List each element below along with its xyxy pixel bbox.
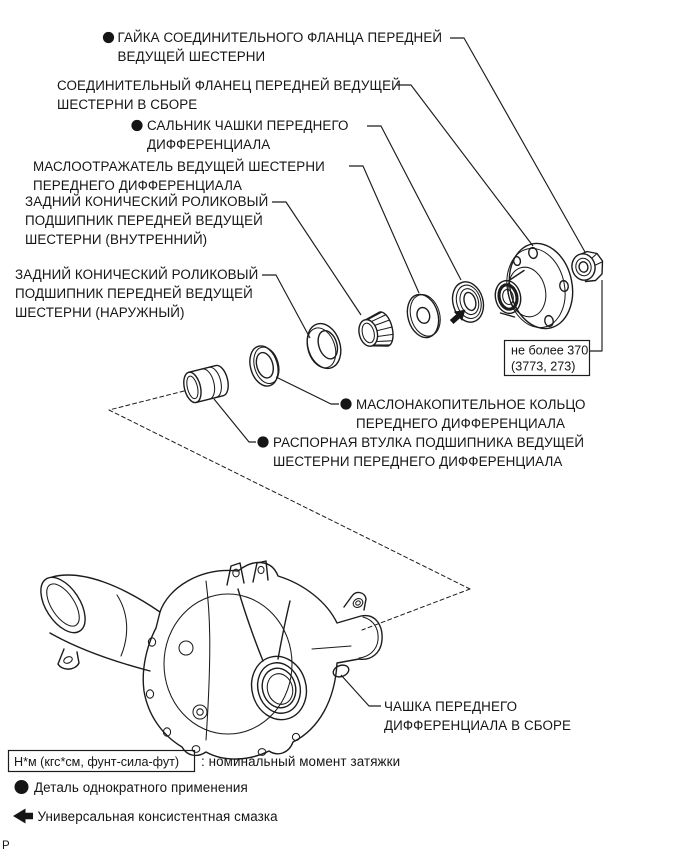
- callout-text: ШЕСТЕРНИ В СБОРЕ: [57, 97, 198, 112]
- callout-text: ПЕРЕДНЕГО ДИФФЕРЕНЦИАЛА: [356, 416, 566, 431]
- non-reusable-bullet-icon: [15, 780, 29, 794]
- leader-inner-bearing: [272, 202, 361, 315]
- leader-pinion-nut: [450, 38, 585, 252]
- non-reusable-bullet-icon: [257, 436, 268, 447]
- torque-value-alt-units: (3773, 273): [511, 359, 576, 374]
- legend-torque-desc: : номинальный момент затяжки: [201, 754, 401, 769]
- callout-oil-storage-ring: [340, 397, 585, 431]
- callout-text: ЧАШКА ПЕРЕДНЕГО: [384, 699, 518, 714]
- callout-oil-deflector: [33, 159, 325, 193]
- callout-bearing-spacer: [257, 435, 584, 469]
- callout-text: ПОДШИПНИК ПЕРЕДНЕЙ ВЕДУЩЕЙ: [15, 286, 253, 301]
- callout-text: ВЕДУЩЕЙ ШЕСТЕРНИ: [117, 49, 266, 64]
- legend-non-reusable-row: [15, 780, 248, 795]
- leader-oil-storage-ring: [276, 377, 339, 404]
- callouts: [15, 30, 589, 733]
- leader-carrier: [341, 675, 381, 706]
- oil-deflector-drawing: [403, 290, 446, 341]
- callout-text: САЛЬНИК ЧАШКИ ПЕРЕДНЕГО: [147, 118, 349, 133]
- callout-text: МАСЛООТРАЖАТЕЛЬ ВЕДУЩЕЙ ШЕСТЕРНИ: [33, 159, 325, 174]
- callout-text: РАСПОРНАЯ ВТУЛКА ПОДШИПНИКА ВЕДУЩЕЙ: [273, 435, 585, 450]
- legend-grease-text: Универсальная консистентная смазка: [37, 809, 278, 824]
- leader-oil-deflector: [349, 166, 419, 293]
- callout-text: ЗАДНИЙ КОНИЧЕСКИЙ РОЛИКОВЫЙ: [25, 194, 269, 209]
- leader-torque-note: [590, 280, 602, 351]
- legend-torque-units: Н*м (кгс*см, фунт-сила-фут): [14, 755, 180, 769]
- callout-text: ШЕСТЕРНИ (ВНУТРЕННИЙ): [25, 232, 208, 247]
- leader-companion-flange: [397, 85, 533, 246]
- torque-spec-box: [505, 341, 590, 376]
- legend-non-reusable-text: Деталь однократного применения: [34, 780, 248, 795]
- non-reusable-bullet-icon: [340, 398, 351, 409]
- differential-carrier-drawing: [32, 561, 382, 759]
- bearing-spacer-drawing: [181, 364, 231, 405]
- callout-pinion-nut: [103, 30, 442, 64]
- legend-torque-row: [9, 751, 401, 772]
- callout-text: ДИФФЕРЕНЦИАЛА В СБОРЕ: [384, 718, 572, 733]
- oil-storage-ring-drawing: [245, 342, 283, 389]
- callout-text: ЗАДНИЙ КОНИЧЕСКИЙ РОЛИКОВЫЙ: [15, 267, 259, 282]
- non-reusable-bullet-icon: [131, 120, 142, 131]
- leader-bearing-spacer: [214, 399, 256, 442]
- legend-grease-row: [13, 809, 278, 825]
- companion-flange-drawing: [492, 237, 580, 334]
- outer-bearing-drawing: [301, 319, 346, 373]
- inner-bearing-drawing: [355, 310, 396, 352]
- callout-companion-flange: [57, 78, 401, 112]
- callout-case-oil-seal: [131, 118, 348, 152]
- callout-inner-bearing: [25, 194, 268, 247]
- callout-text: ПОДШИПНИК ПЕРЕДНЕЙ ВЕДУЩЕЙ: [25, 213, 263, 228]
- callout-text: СОЕДИНИТЕЛЬНЫЙ ФЛАНЕЦ ПЕРЕДНЕЙ ВЕДУЩЕЙ: [57, 78, 401, 93]
- grease-arrow-icon: [13, 809, 33, 824]
- legend: [9, 751, 401, 825]
- callout-text: ДИФФЕРЕНЦИАЛА: [147, 137, 271, 152]
- callout-text: ПЕРЕДНЕГО ДИФФЕРЕНЦИАЛА: [33, 178, 243, 193]
- leader-outer-bearing: [262, 275, 310, 338]
- torque-value: не более 370: [511, 343, 589, 358]
- non-reusable-bullet-icon: [103, 32, 114, 43]
- callout-text: МАСЛОНАКОПИТЕЛЬНОЕ КОЛЬЦО: [356, 397, 586, 412]
- callout-text: ШЕСТЕРНИ ПЕРЕДНЕГО ДИФФЕРЕНЦИАЛА: [273, 454, 563, 469]
- callout-outer-bearing: [15, 267, 258, 320]
- page-mark: Р: [2, 840, 10, 852]
- pinion-nut-drawing: [570, 252, 603, 283]
- callout-text: ШЕСТЕРНИ (НАРУЖНЫЙ): [15, 305, 185, 320]
- callout-text: ГАЙКА СОЕДИНИТЕЛЬНОГО ФЛАНЦА ПЕРЕДНЕЙ: [117, 30, 443, 45]
- callout-carrier: [384, 699, 571, 733]
- leader-case-oil-seal: [367, 126, 461, 280]
